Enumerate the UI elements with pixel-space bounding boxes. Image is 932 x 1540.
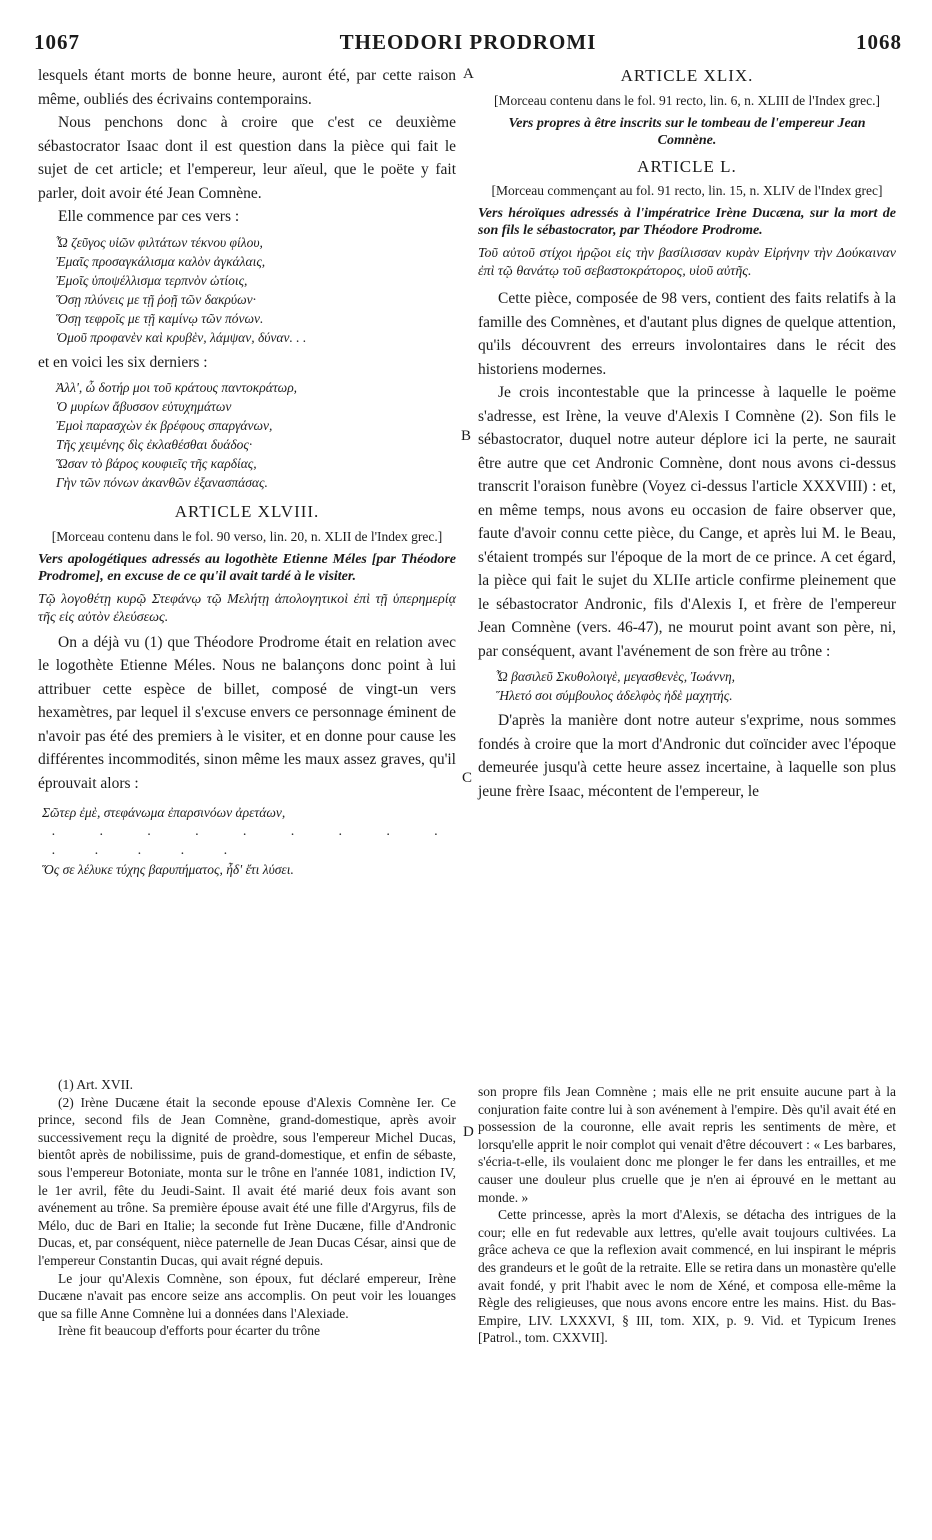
running-title: THEODORI PRODROMI bbox=[339, 30, 597, 54]
margin-mark-d: D bbox=[463, 1124, 474, 1140]
greek-title: Τοῦ αὐτοῦ στίχοι ἡρῷοι εἰς τὴν βασίλισσαν κυρὰν Εἰρήνην τὴν Δούκαιναν ἐπὶ τῷ θανάτῳ τοῦ σεβαστοκράτορος, υἱοῦ αὐτῆς. bbox=[478, 246, 896, 279]
greek-title: Τῷ λογοθέτῃ κυρῷ Στεφάνῳ τῷ Μελήτῃ ἀπολογητικοὶ ἐπὶ τῇ ὑπερημερίᾳ τῆς εἰς αὐτὸν ἐλεύσεως. bbox=[38, 591, 456, 625]
footnote: Cette princesse, après la mort d'Alexis, se détacha des intrigues de la cour; elle en fut redevable aux lettres, qu'elle avait toujours cultivées. La grâce acheva ce que la reflexion avait commencé, en lui inspirant le mépris des grandeurs et le goût de la retraite. Elle se retira dans un monastère qu'elle avait fondé, y prit l'habit avec le nom de Xéné, et composa elle-même la Règle des religieuses, que nous avons encore entre les mains. Hist. du Bas-Empire, LIV. LXXXVI, § III, tom. XIX, p. 9. Vid. et Typicum Irenes [Patrol., tom. CXXVII]. bbox=[478, 1207, 896, 1346]
greek-verse: Σῶτερ ἐμὲ, στεφάνωμα ἐπαρσινόων ἀρετάων, bbox=[42, 805, 286, 820]
margin-mark-b: B bbox=[461, 428, 472, 444]
greek-verse: Ὦ βασιλεῦ Σκυθολοιγὲ, μεγασθενὲς, Ἰωάννη, bbox=[496, 669, 736, 684]
footnote: Le jour qu'Alexis Comnène, son époux, fut déclaré empereur, Irène Ducæne n'avait pas encore seize ans accomplis. On peut voir les louanges que sa fille Anne Comnène lui a données dans l'Alexiade. bbox=[38, 1270, 456, 1321]
running-header bbox=[34, 30, 902, 60]
greek-verse: Ὦ ζεῦγος υἱῶν φιλτάτων τέκνου φίλου, bbox=[56, 234, 263, 250]
right-column bbox=[478, 64, 896, 803]
greek-verse-block bbox=[38, 803, 456, 879]
page-number-right: 1068 bbox=[856, 30, 902, 54]
greek-verse: Ὥσαν τὸ βάρος κουφιεῖς τῆς καρδίας, bbox=[56, 456, 257, 471]
greek-verse: Ἐμοὶ παρασχὼν ἐκ βρέφους σπαργάνων, bbox=[56, 418, 273, 433]
greek-verse: Ἐμοῖς ὑποψέλλισμα τερπνὸν ὠτίοις, bbox=[56, 272, 248, 288]
paragraph: D'après la manière dont notre auteur s'exprime, nous sommes fondés à croire que la mort d'Andronic dut coïncider avec l'époque demeurée jusqu'à cette heure assez incertaine, à laquelle son plus jeune frère Isaac, mécontent de l'empereur, le bbox=[478, 712, 896, 800]
greek-verse: Ὁμοῦ προφανὲν καὶ κρυβὲν, λάμψαν, δύναν. . . bbox=[56, 329, 307, 345]
greek-verse: Τῆς χειμένης δὶς ἐκλαθέσθαι δυάδος· bbox=[56, 437, 253, 452]
paragraph: Elle commence par ces vers : bbox=[58, 208, 240, 225]
paragraph: On a déjà vu (1) que Théodore Prodrome était en relation avec le logothète Etienne Méles. Nous ne balançons donc point à lui attribuer cette espèce de billet, composé de vingt-un vers hexamètres, par lequel il s'excuse envers ce personnage éminent de n'avoir pas été des premiers à le visiter, et en donne pour cause les différentes incommodités, sinon même les maux assez graves, qu'il éprouvait alors : bbox=[38, 633, 456, 792]
article-heading: ARTICLE XLIX. bbox=[620, 66, 754, 85]
ellipsis-dots: . . . . . . . . . . . . . . bbox=[52, 824, 456, 858]
greek-verse: Ὅς σε λέλυκε τύχης βαρυπήματος, ἦδ' ἔτι λύσει. bbox=[42, 862, 294, 877]
greek-verse: Ὅσῃ πλύνεις με τῇ ῥοῇ τῶν δακρύων· bbox=[56, 291, 257, 307]
paragraph: lesquels étant morts de bonne heure, auront été, par cette raison même, oubliés des écrivains contemporains. bbox=[38, 67, 456, 108]
paragraph: Nous penchons donc à croire que c'est ce deuxième sébastocrator Isaac dont il est question dans la pièce qui fait le sujet de cet article; et l'empereur, leur aïeul, que le poëte y fait parler, doit avoir été Jean Comnène. bbox=[38, 114, 456, 202]
paragraph: Cette pièce, composée de 98 vers, contient des faits relatifs à la famille des Comnènes, et d'autant plus dignes de quelque attention, qu'ils découvrent des erreurs involontaires dans le récit des historiens modernes. bbox=[478, 290, 896, 378]
paragraph: Je crois incontestable que la princesse à laquelle le poëme s'adresse, est Irène, la veuve d'Alexis I Comnène (2). Son fils le sébastocrator, duquel notre auteur déplore ici la perte, ne saurait être autre que cet Andronic Comnène, dont nous avons ci-dessus transcrit l'oraison funèbre (Voyez ci-dessus l'article XXXVIII) : et, en même temps, nous avons eu occasion de faire observer que, faute d'avoir connu cette pièce, du Cange, et après lui M. le Beau, s'étaient trompés sur l'époque de la mort de ce prince. A cet égard, la pièce qui fait le sujet du XLIIe article confirme pleinement que le sébastocrator Andronic, fils d'Alexis I, et frère de l'empereur Jean Comnène (vers. 46-47), ne mourut point avant son père, ni, par conséquent, avant l'avénement de son frère au trône : bbox=[478, 384, 896, 660]
article-subtitle: Vers héroïques adressés à l'impératrice Irène Ducæna, sur la mort de son fils le sébastocrator, par Théodore Prodrome. bbox=[478, 206, 896, 238]
source-note: [Morceau contenu dans le fol. 90 verso, lin. 20, n. XLII de l'Index grec.] bbox=[51, 528, 443, 544]
article-subtitle: Vers apologétiques adressés au logothète Etienne Méles [par Théodore Prodrome], en excuse de ce qu'il avait tardé à le visiter. bbox=[38, 551, 456, 584]
greek-verse-block bbox=[38, 378, 456, 492]
greek-verse-block bbox=[478, 667, 896, 705]
greek-verse: Γὴν τῶν πόνων ἀκανθῶν ἐξανασπάσας. bbox=[56, 475, 268, 490]
article-heading: ARTICLE XLVIII. bbox=[174, 502, 320, 521]
margin-mark-c: C bbox=[462, 770, 473, 786]
greek-verse: Ὁ μυρίων ἄβυσσον εὐτυχημάτων bbox=[56, 399, 232, 414]
article-heading: ARTICLE L. bbox=[637, 156, 737, 176]
page-number-left: 1067 bbox=[34, 30, 80, 54]
left-column bbox=[38, 64, 456, 879]
greek-verse: Ὅσῃ τεφροῖς με τῇ καμίνῳ τῶν πόνων. bbox=[56, 310, 264, 326]
footnote: (2) Irène Ducæne était la seconde epouse d'Alexis Comnène Ier. Ce prince, second fils de Jean Comnène, grand-domestique, après avoir successivement reçu la dignité de proèdre, sous l'empereur Michel Ducas, bientôt après de nobilissime, puis de grand-domestique, et enfin de sébaste, sous l'empereur Botoniate, monta sur le trône en l'année 1081, indiction IV, le 1er avril, fête du Jeudi-Saint. Il avait été marié deux fois avant son avénement au trône. Sa première épouse avait été une fille d'Argyrus, fils de Mélo, duc de Bari en Italie; la seconde fut Irène Ducæne, fille d'Andronic Ducas, et, par conséquent, nièce paternelle de Jean Ducas César, ainsi que de l'empereur Constantin Ducas, qui avait régné depuis. bbox=[38, 1094, 456, 1268]
greek-verse: Ἐμαῖς προσαγκάλισμα καλὸν ἀγκάλαις, bbox=[56, 253, 266, 269]
footnotes-right bbox=[478, 1083, 896, 1347]
greek-verse-block bbox=[38, 233, 456, 347]
article-subtitle: Vers propres à être inscrits sur le tombeau de l'empereur Jean Comnène. bbox=[508, 115, 866, 148]
greek-verse: Ἀλλ', ὦ δοτήρ μοι τοῦ κράτους παντοκράτωρ, bbox=[56, 380, 298, 395]
footnote: (1) Art. XVII. bbox=[58, 1077, 133, 1092]
source-note: [Morceau commençant au fol. 91 recto, lin. 15, n. XLIV de l'Index grec] bbox=[491, 183, 883, 198]
footnotes-left bbox=[38, 1076, 456, 1340]
source-note: [Morceau contenu dans le fol. 91 recto, lin. 6, n. XLIII de l'Index grec.] bbox=[494, 92, 880, 108]
footnote: son propre fils Jean Comnène ; mais elle ne prit ensuite aucune part à la conjuration faite contre lui à son avénement à l'empire. Dès qu'il avait été en possession de la couronne, elle avait repris les sentiments de mère, et lorsqu'elle apprit le noir complot qui venait d'être découvert : « Les barbares, s'écria-t-elle, ils voulaient donc me plonger le fer dans les entrailles, et me causer une douleur plus cruelle que je n'en ai éprouvé en le mettant au monde. » bbox=[478, 1084, 896, 1205]
paragraph: et en voici les six derniers : bbox=[38, 353, 208, 371]
greek-verse: Ἥλετό σοι σύμβουλος ἀδελφὸς ἠδὲ μαχητής. bbox=[496, 688, 733, 703]
margin-mark-a: A bbox=[463, 66, 474, 82]
footnote: Irène fit beaucoup d'efforts pour écarter du trône bbox=[58, 1323, 320, 1339]
